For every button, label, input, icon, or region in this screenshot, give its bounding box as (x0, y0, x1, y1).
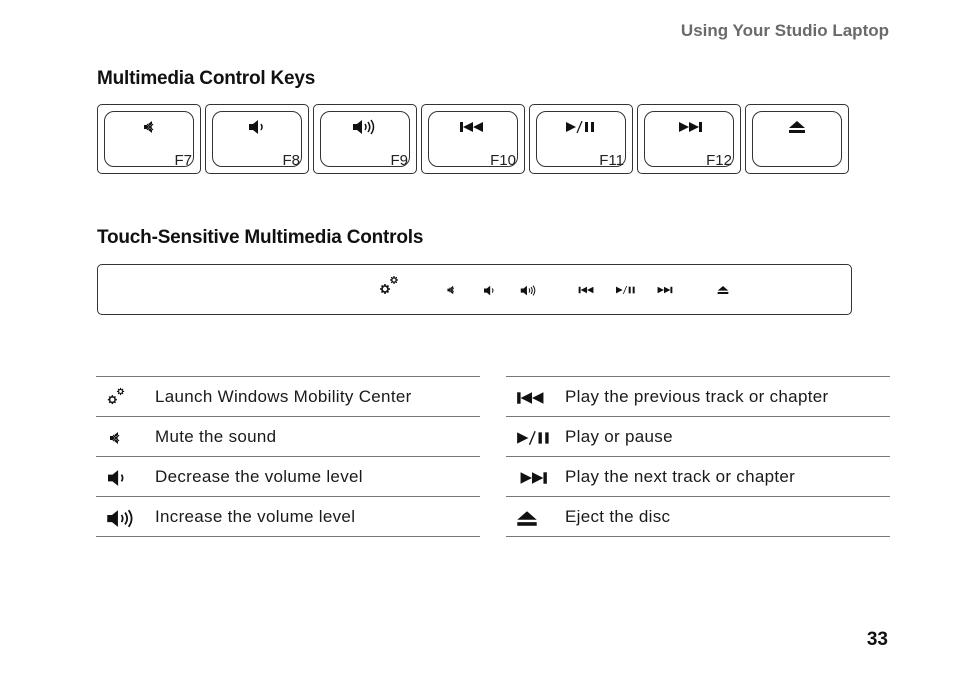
legend-right-column (506, 376, 890, 537)
legend-row (96, 416, 480, 456)
multimedia-keys-title: Multimedia Control Keys (97, 68, 316, 89)
key-f12 (637, 104, 741, 174)
previous-track-icon (516, 389, 548, 407)
running-header: Using Your Studio Laptop (680, 21, 889, 40)
volume-down-icon (483, 283, 496, 297)
key-eject (745, 104, 849, 174)
mobility-center-icon (378, 278, 400, 292)
page-number: 33 (866, 629, 888, 650)
key-label: F12 (706, 152, 732, 169)
eject-icon (717, 283, 729, 297)
key-label: F8 (282, 152, 300, 169)
volume-up-icon (106, 509, 137, 527)
key-f9 (313, 104, 417, 174)
next-track-icon (655, 283, 673, 297)
legend-row (506, 376, 890, 416)
next-track-icon (638, 119, 740, 135)
mute-icon (108, 429, 122, 447)
key-label: F11 (599, 152, 624, 169)
next-track-icon (516, 469, 548, 487)
legend-row (96, 456, 480, 496)
key-f10 (421, 104, 525, 174)
play-pause-icon (530, 119, 632, 135)
mute-icon (98, 119, 200, 135)
legend-text: Play the previous track or chapter (565, 387, 829, 406)
key-f8 (205, 104, 309, 174)
previous-track-icon (578, 283, 596, 297)
key-f11 (529, 104, 633, 174)
key-f7 (97, 104, 201, 174)
multimedia-keys-row (97, 104, 851, 176)
legend-text: Decrease the volume level (155, 467, 363, 486)
key-label: F10 (490, 152, 516, 169)
legend-text: Play or pause (565, 427, 673, 446)
legend-text: Launch Windows Mobility Center (155, 387, 412, 406)
volume-up-icon (520, 283, 538, 297)
mobility-center-icon (106, 387, 126, 405)
legend-text: Increase the volume level (155, 507, 356, 526)
touch-controls-title: Touch-Sensitive Multimedia Controls (97, 227, 424, 248)
touch-control-strip (97, 264, 852, 315)
legend-left-column (96, 376, 480, 537)
mute-icon (446, 283, 456, 297)
legend-row (506, 456, 890, 496)
legend-text: Mute the sound (155, 427, 277, 446)
key-label: F9 (390, 152, 408, 169)
legend-row (506, 496, 890, 537)
legend-text: Eject the disc (565, 507, 671, 526)
legend-row (506, 416, 890, 456)
volume-down-icon (206, 119, 308, 135)
play-pause-icon (615, 283, 637, 297)
legend-row (96, 496, 480, 537)
volume-up-icon (314, 119, 416, 135)
legend-text: Play the next track or chapter (565, 467, 796, 486)
legend-row (96, 376, 480, 416)
volume-down-icon (106, 469, 128, 487)
key-label: F7 (174, 152, 192, 169)
previous-track-icon (422, 119, 524, 135)
eject-icon (516, 509, 538, 527)
eject-icon (746, 119, 848, 135)
play-pause-icon (516, 429, 552, 447)
